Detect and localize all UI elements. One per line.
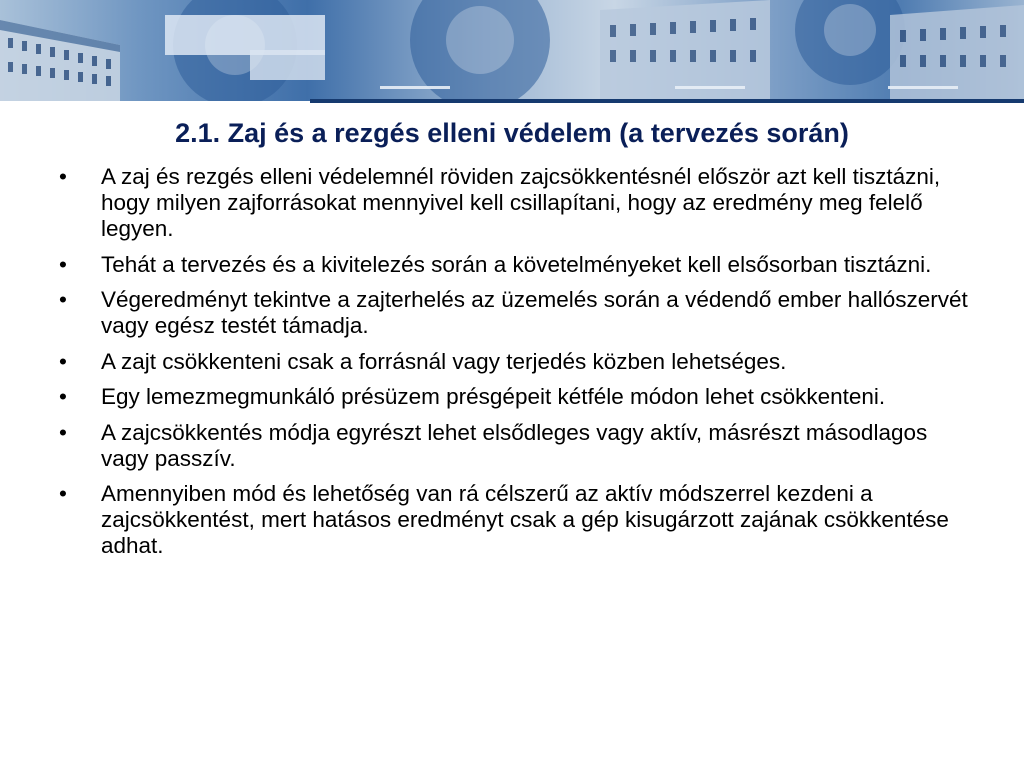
bullet-item: • Egy lemezmegmunkáló présüzem présgépeit kétféle módon lehet csökkenteni. (58, 384, 970, 410)
building-image-left (0, 20, 120, 103)
slide-title: 2.1. Zaj és a rezgés elleni védelem (a tervezés során) (175, 118, 849, 148)
bullet-item: • Végeredményt tekintve a zajterhelés az üzemelés során a védendő ember hallószervét vagy egész testét támadja. (58, 287, 970, 339)
bullet-item: • A zajcsökkentés módja egyrészt lehet elsődleges vagy aktív, másrészt másodlagos vagy passzív. (58, 420, 970, 472)
header-banner (0, 0, 1024, 103)
bullet-item: • A zajt csökkenteni csak a forrásnál vagy terjedés közben lehetséges. (58, 349, 970, 375)
bullet-list (58, 164, 970, 569)
bullet-item: • Amennyiben mód és lehetőség van rá célszerű az aktív módszerrel kezdeni a zajcsökkentést, mert hatásos eredményt csak a gép kisugárzott zajának csökkentése adhat. (58, 481, 970, 559)
bullet-item: • Tehát a tervezés és a kivitelezés során a követelményeket kell elsősorban tisztázni. (58, 252, 970, 278)
bullet-item: • A zaj és rezgés elleni védelemnél röviden zajcsökkentésnél először azt kell tisztázni, hogy milyen zajforrásokat mennyivel kell csillapítani, hogy az eredmény meg felelő legyen. (58, 164, 970, 242)
banner-graphic (0, 0, 1024, 103)
